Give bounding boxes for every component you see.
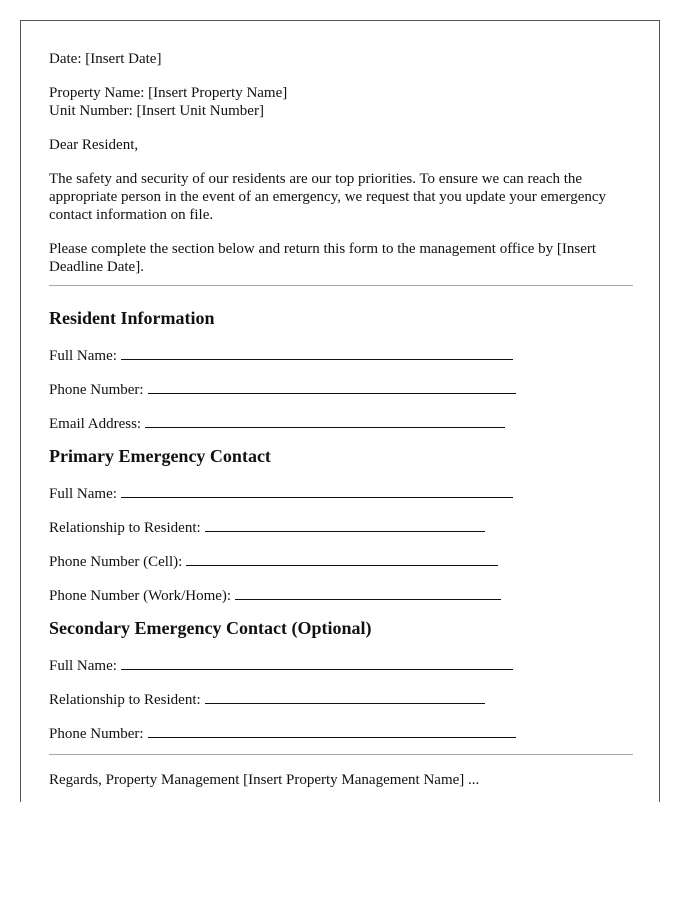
resident-email-label: Email Address: — [49, 416, 142, 432]
primary-contact-heading: Primary Emergency Contact — [49, 446, 271, 466]
primary-phone-cell-label: Phone Number (Cell): — [49, 554, 183, 570]
date-line: Date: [Insert Date] — [49, 51, 162, 67]
resident-full-name-label: Full Name: — [49, 348, 117, 364]
resident-phone-line[interactable] — [148, 379, 516, 394]
secondary-relationship-label: Relationship to Resident: — [49, 692, 201, 708]
intro-paragraph: The safety and security of our residents are our top priorities. To ensure we can reach the appropriate person in the event of an emergency, we request that you update your emergency contact information on file. — [49, 171, 607, 223]
secondary-full-name-field[interactable] — [49, 655, 633, 673]
primary-full-name-label: Full Name: — [49, 486, 117, 502]
secondary-phone-label: Phone Number: — [49, 726, 144, 742]
resident-full-name-line[interactable] — [121, 345, 513, 360]
divider-bottom — [49, 754, 633, 755]
primary-full-name-field[interactable] — [49, 483, 633, 501]
unit-number-line: Unit Number: [Insert Unit Number] — [49, 103, 264, 119]
resident-info-heading: Resident Information — [49, 308, 215, 328]
secondary-full-name-line[interactable] — [121, 655, 513, 670]
footer-text: Regards, Property Management [Insert Property Management Name] ... — [49, 772, 480, 788]
salutation: Dear Resident, — [49, 137, 139, 153]
primary-phone-work-field[interactable] — [49, 585, 633, 603]
instructions-paragraph: Please complete the section below and return this form to the management office by [Insert Deadline Date]. — [49, 241, 597, 275]
secondary-phone-field[interactable] — [49, 723, 633, 741]
divider-top — [49, 285, 633, 286]
primary-relationship-field[interactable] — [49, 517, 633, 535]
property-name-line: Property Name: [Insert Property Name] — [49, 85, 288, 101]
secondary-full-name-label: Full Name: — [49, 658, 117, 674]
primary-full-name-line[interactable] — [121, 483, 513, 498]
primary-relationship-label: Relationship to Resident: — [49, 520, 201, 536]
secondary-relationship-line[interactable] — [205, 689, 485, 704]
secondary-phone-line[interactable] — [148, 723, 516, 738]
secondary-contact-heading: Secondary Emergency Contact (Optional) — [49, 618, 372, 638]
primary-phone-cell-field[interactable] — [49, 551, 633, 569]
resident-full-name-field[interactable] — [49, 345, 633, 363]
primary-relationship-line[interactable] — [205, 517, 485, 532]
primary-phone-cell-line[interactable] — [186, 551, 498, 566]
primary-phone-work-label: Phone Number (Work/Home): — [49, 588, 232, 604]
resident-phone-field[interactable] — [49, 379, 633, 397]
letter-content — [49, 50, 633, 802]
secondary-relationship-field[interactable] — [49, 689, 633, 707]
resident-email-line[interactable] — [145, 413, 505, 428]
address-block — [49, 84, 633, 120]
primary-phone-work-line[interactable] — [235, 585, 501, 600]
resident-phone-label: Phone Number: — [49, 382, 144, 398]
resident-email-field[interactable] — [49, 413, 633, 431]
form-page — [20, 20, 660, 802]
